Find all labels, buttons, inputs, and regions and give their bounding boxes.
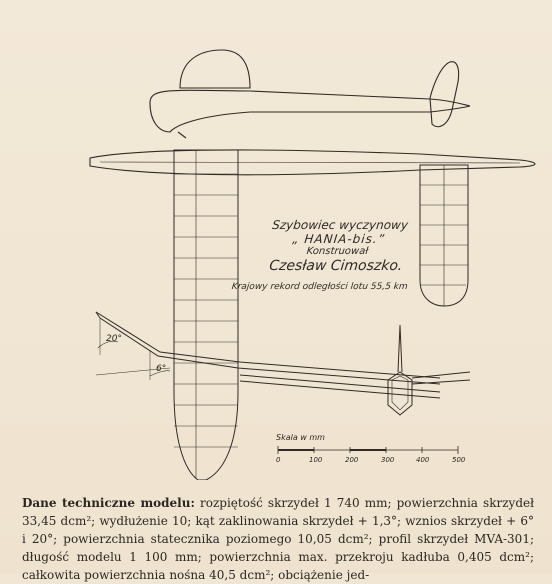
scale-tick-400: 400 [416,456,430,464]
drawing-caption [231,218,426,292]
scale-label: Skala w mm [276,433,325,442]
scale-bar [278,446,458,454]
scale-tick-200: 200 [345,456,359,464]
side-view [150,50,470,138]
front-view [96,312,470,415]
angle-label-20: 20° [106,334,122,344]
description-heading: Dane techniczne modelu: [22,496,195,510]
description-body: rozpiętość skrzydeł 1 740 mm; powierzchnia skrzydeł 33,45 dcm²; wydłużenie 10; kąt zaklinowania skrzydeł + 1,3°; wznios skrzydeł + 6° i 20°; powierzchnia statecznika poziomego 10,05 dcm²; profil skrzydeł MVA-301; długość modelu 1 100 mm; powierzchnia max. przekroju kadłuba 0,405 dcm²; całkowita powierzchnia nośna 40,5 dcm²; obciążenie jed- [22,496,534,582]
caption-designer-name: Czesław Cimoszko. [268,258,404,274]
wing-plan [174,150,238,480]
scale-tick-300: 300 [381,456,395,464]
caption-designer-label: Konstruował [306,246,369,257]
technical-description [22,494,534,584]
caption-model-name: „ HANIA-bis.” [291,232,386,246]
caption-record: Krajowy rekord odległości lotu 55,5 km [231,282,409,292]
stabilizer-plan [420,165,468,306]
scale-tick-100: 100 [309,456,323,464]
caption-title: Szybowiec wyczynowy [271,218,409,232]
angle-label-6: 6° [156,364,167,374]
scale-tick-0: 0 [276,456,281,464]
scale-tick-500: 500 [452,456,466,464]
